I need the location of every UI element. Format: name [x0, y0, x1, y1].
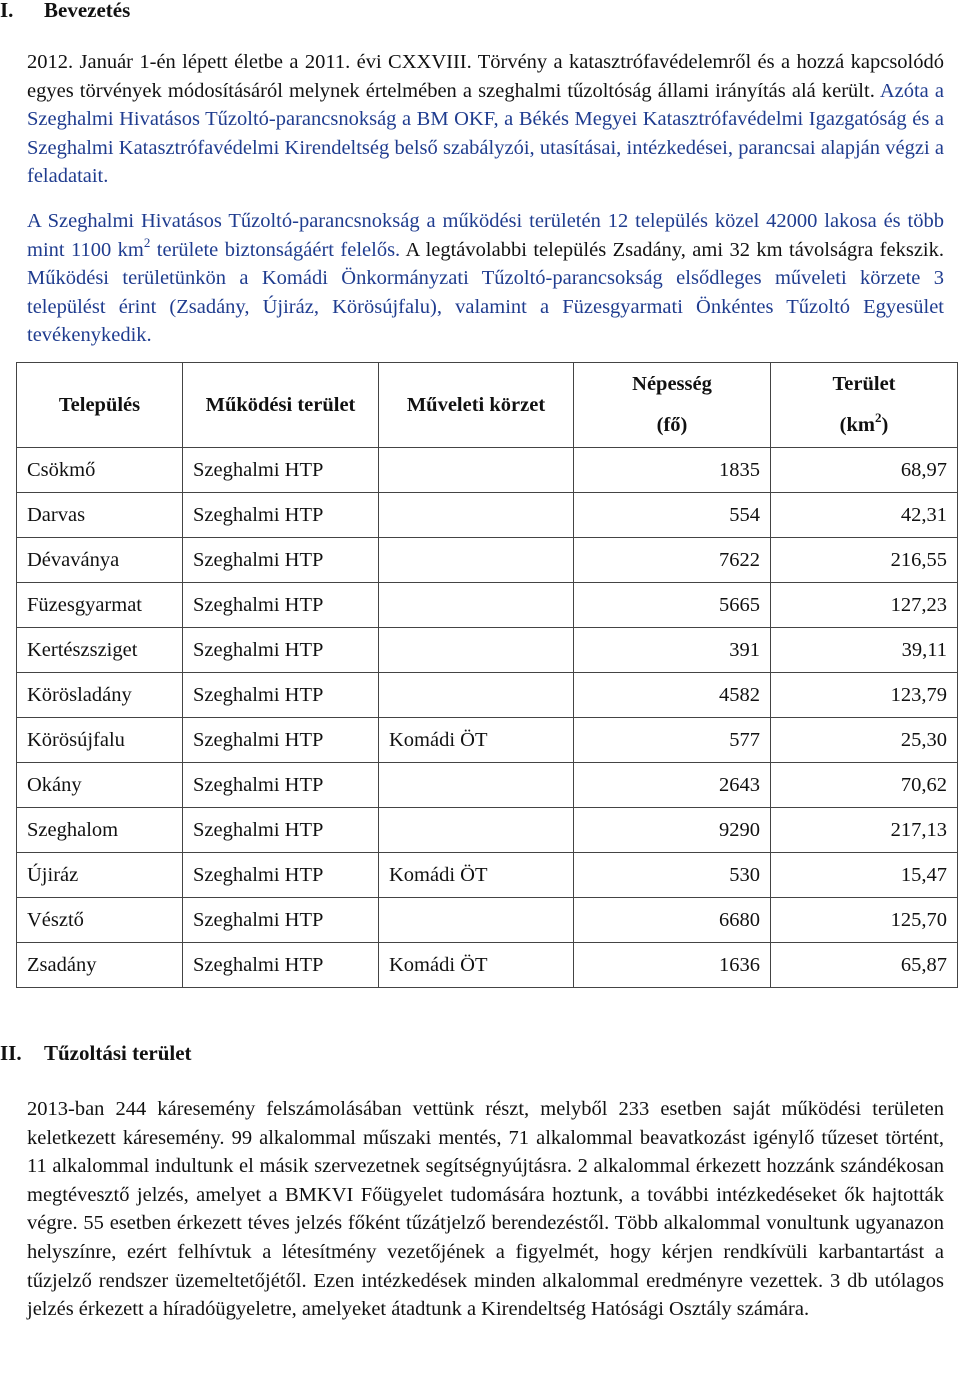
- cell-mukodesi-terulet: Szeghalmi HTP: [183, 493, 379, 538]
- cell-terulet: 39,11: [771, 628, 958, 673]
- cell-terulet: 216,55: [771, 538, 958, 583]
- cell-muveleti-korzet: [379, 583, 574, 628]
- table-row: [17, 808, 958, 853]
- cell-nepesseg: 2643: [574, 763, 771, 808]
- table-body: [17, 448, 958, 988]
- paragraph-2-sup: 2: [143, 234, 151, 250]
- header-terulet: [771, 363, 958, 448]
- cell-terulet: 127,23: [771, 583, 958, 628]
- section-1-heading: [0, 0, 130, 23]
- section-1-title: Bevezetés: [44, 0, 131, 22]
- header-telepules: Település: [17, 363, 183, 448]
- cell-mukodesi-terulet: Szeghalmi HTP: [183, 943, 379, 988]
- paragraph-1-text-b: Azóta a Szeghalmi Hivatásos Tűzoltó-parancsnokság a BM OKF, a Békés Megyei Katasztrófavédelmi Igazgatóság és a Szeghalmi Katasztrófavédelmi Kirendeltség belső szabályzói, utasításai, intézkedései, parancsai alapján végzi a feladatait.: [27, 79, 945, 188]
- table-row: [17, 943, 958, 988]
- cell-mukodesi-terulet: Szeghalmi HTP: [183, 898, 379, 943]
- cell-muveleti-korzet: [379, 538, 574, 583]
- cell-terulet: 68,97: [771, 448, 958, 493]
- cell-mukodesi-terulet: Szeghalmi HTP: [183, 538, 379, 583]
- cell-muveleti-korzet: [379, 763, 574, 808]
- cell-telepules: Csökmő: [17, 448, 183, 493]
- table-row: [17, 538, 958, 583]
- cell-nepesseg: 554: [574, 493, 771, 538]
- cell-terulet: 15,47: [771, 853, 958, 898]
- paragraph-2-text-a: A Szeghalmi Hivatásos Tűzoltó-parancsnokság a működési területén 12 település közel 42000 lakosa és több mint 1100 km: [27, 210, 944, 261]
- cell-telepules: Darvas: [17, 493, 183, 538]
- cell-muveleti-korzet: [379, 493, 574, 538]
- header-terulet-label: Terület: [832, 373, 896, 395]
- cell-mukodesi-terulet: Szeghalmi HTP: [183, 718, 379, 763]
- cell-terulet: 65,87: [771, 943, 958, 988]
- cell-terulet: 125,70: [771, 898, 958, 943]
- table-row: [17, 763, 958, 808]
- cell-nepesseg: 530: [574, 853, 771, 898]
- section-1-paragraph-1: [27, 48, 944, 191]
- cell-mukodesi-terulet: Szeghalmi HTP: [183, 628, 379, 673]
- cell-nepesseg: 6680: [574, 898, 771, 943]
- cell-mukodesi-terulet: Szeghalmi HTP: [183, 853, 379, 898]
- table-header-row: [17, 363, 958, 448]
- table-row: [17, 493, 958, 538]
- cell-muveleti-korzet: Komádi ÖT: [379, 718, 574, 763]
- table-row: [17, 448, 958, 493]
- cell-muveleti-korzet: Komádi ÖT: [379, 943, 574, 988]
- section-2-heading: [0, 1041, 192, 1066]
- cell-telepules: Füzesgyarmat: [17, 583, 183, 628]
- cell-nepesseg: 7622: [574, 538, 771, 583]
- table-row: [17, 853, 958, 898]
- cell-terulet: 42,31: [771, 493, 958, 538]
- table-row: [17, 628, 958, 673]
- paragraph-2-text-b: területe biztonságáért felelős.: [150, 238, 406, 261]
- cell-muveleti-korzet: [379, 898, 574, 943]
- cell-telepules: Körösladány: [17, 673, 183, 718]
- cell-muveleti-korzet: Komádi ÖT: [379, 853, 574, 898]
- cell-mukodesi-terulet: Szeghalmi HTP: [183, 763, 379, 808]
- section-1-paragraph-2: [27, 207, 944, 350]
- cell-mukodesi-terulet: Szeghalmi HTP: [183, 583, 379, 628]
- cell-telepules: Dévaványa: [17, 538, 183, 583]
- section-2-number: II.: [0, 1041, 22, 1065]
- cell-nepesseg: 9290: [574, 808, 771, 853]
- cell-terulet: 217,13: [771, 808, 958, 853]
- table-row: [17, 898, 958, 943]
- cell-muveleti-korzet: [379, 448, 574, 493]
- section-1-number: I.: [0, 0, 14, 22]
- cell-mukodesi-terulet: Szeghalmi HTP: [183, 808, 379, 853]
- cell-telepules: Okány: [17, 763, 183, 808]
- cell-mukodesi-terulet: Szeghalmi HTP: [183, 673, 379, 718]
- cell-nepesseg: 5665: [574, 583, 771, 628]
- header-nepesseg-unit: (fő): [656, 414, 688, 436]
- header-nepesseg-label: Népesség: [632, 373, 712, 395]
- cell-telepules: Vésztő: [17, 898, 183, 943]
- cell-nepesseg: 577: [574, 718, 771, 763]
- paragraph-1-text-a: 2012. Január 1-én lépett életbe a 2011. évi CXXVIII. Törvény a katasztrófavédelemről és a hozzá kapcsolódó egyes törvények módosításáról melynek értelmében a szeghalmi tűzoltóság állami irányítás alá került.: [27, 51, 944, 102]
- table-row: [17, 718, 958, 763]
- cell-nepesseg: 4582: [574, 673, 771, 718]
- cell-muveleti-korzet: [379, 808, 574, 853]
- paragraph-2-text-d: Működési területünkön a Komádi Önkormányzati Tűzoltó-parancsokság elsődleges műveleti körzete 3 települést érint (Zsadány, Újiráz, Körösújfalu), valamint a Füzesgyarmati Önkéntes Tűzoltó Egyesület tevékenykedik.: [27, 267, 944, 347]
- cell-terulet: 123,79: [771, 673, 958, 718]
- cell-telepules: Körösújfalu: [17, 718, 183, 763]
- table-row: [17, 673, 958, 718]
- cell-telepules: Szeghalom: [17, 808, 183, 853]
- section-2-title: Tűzoltási terület: [44, 1041, 192, 1065]
- header-nepesseg: [574, 363, 771, 448]
- cell-terulet: 70,62: [771, 763, 958, 808]
- cell-mukodesi-terulet: Szeghalmi HTP: [183, 448, 379, 493]
- section-2-paragraph-1: 2013-ban 244 káresemény felszámolásában vettünk részt, melyből 233 esetben saját működési területen keletkezett káresemény. 99 alkalommal műszaki mentés, 71 alkalommal beavatkozást igénylő tűzeset történt, 11 alkalommal indultunk el másik szervezetnek segítségnyújtásra. 2 alkalommal érkezett hozzánk szándékosan megtévesztő jelzés, amelyet a BMKVI Főügyelet tudomására hoztunk, a további intézkedéseket ők hajtották végre. 55 esetben érkezett téves jelzés főként tűzátjelző berendezéstől. Több alkalommal vonultunk ugyanazon helyszínre, ezért felhívtuk a létesítmény vezetőjének a figyelmét, hogy kérjen rendkívüli karbantartást a tűzjelző rendszer üzemeltetőjétől. Ezen intézkedések minden alkalommal eredményre vezettek. 3 db utólagos jelzés érkezett a híradóügyeletre, amelyeket átadtunk a Kirendeltség Hatósági Osztály számára.: [27, 1098, 944, 1321]
- cell-telepules: Zsadány: [17, 943, 183, 988]
- table-row: [17, 583, 958, 628]
- cell-muveleti-korzet: [379, 628, 574, 673]
- cell-nepesseg: 1636: [574, 943, 771, 988]
- header-terulet-unit: $(km^2)$: [839, 410, 889, 436]
- cell-telepules: Újiráz: [17, 853, 183, 898]
- settlements-table: [16, 362, 958, 988]
- cell-muveleti-korzet: [379, 673, 574, 718]
- cell-telepules: Kertészsziget: [17, 628, 183, 673]
- header-mukodesi-terulet: Működési terület: [183, 363, 379, 448]
- cell-nepesseg: 1835: [574, 448, 771, 493]
- cell-terulet: 25,30: [771, 718, 958, 763]
- cell-nepesseg: 391: [574, 628, 771, 673]
- header-muveleti-korzet: Műveleti körzet: [379, 363, 574, 448]
- paragraph-2-text-c: A legtávolabbi település Zsadány, ami 32 km távolságra fekszik.: [405, 238, 944, 261]
